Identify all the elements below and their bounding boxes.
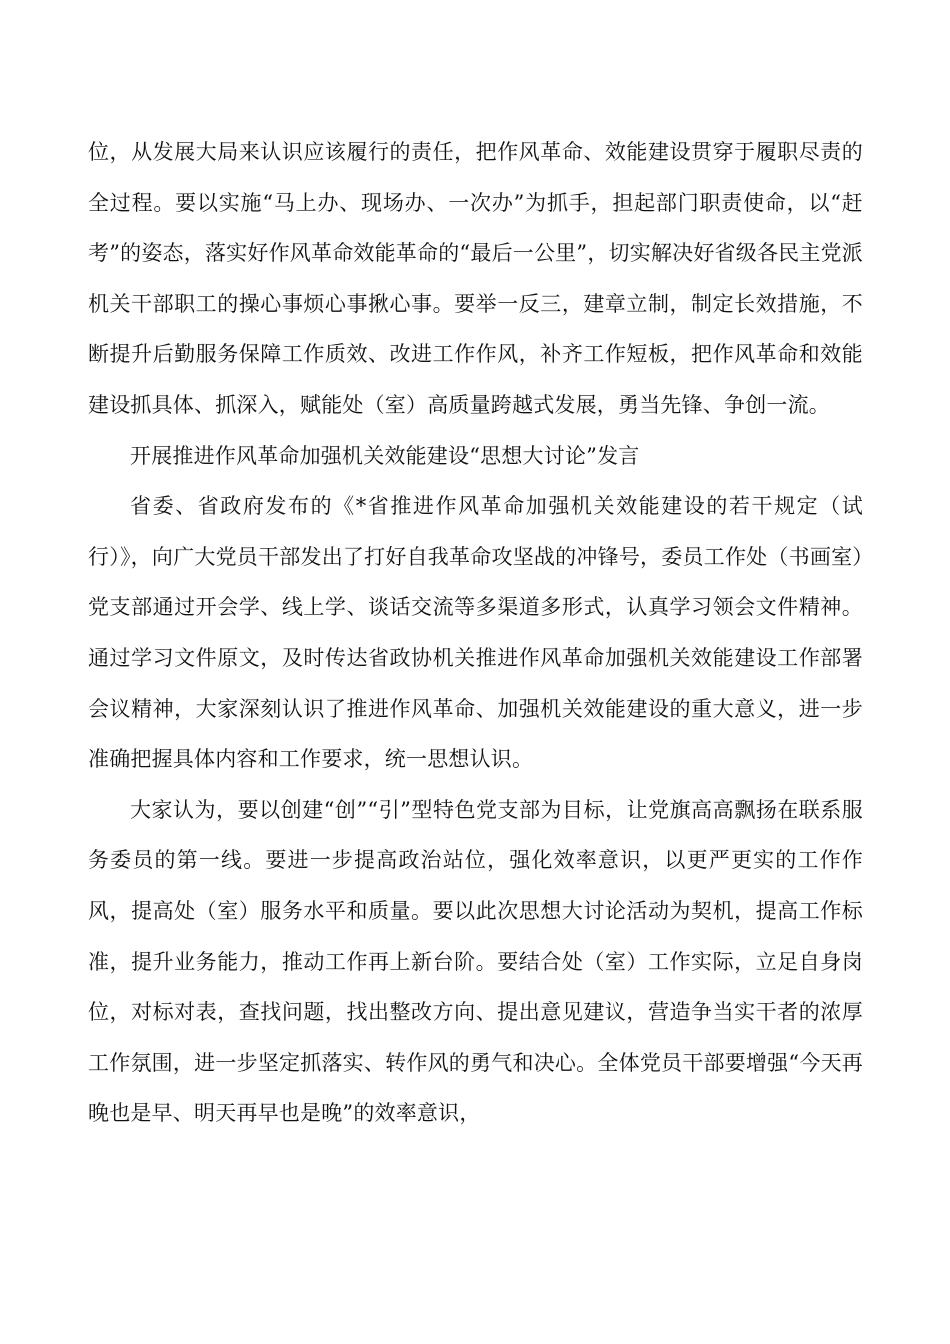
paragraph-continuation: 位，从发展大局来认识应该履行的责任，把作风革命、效能建设贯穿于履职尽责的全过程。要以实施“马上办、现场办、一次办”为抓手，担起部门职责使命，以“赶考”的姿态，落实好作风革命效能革命的“最后一公里”，切实解决好省级各民主党派机关干部职工的操心事烦心事揪心事。要举一反三，建章立制，制定长效措施，不断提升后勤服务保障工作质效、改进工作作风，补齐工作短板，把作风革命和效能建设抓具体、抓深入，赋能处（室）高质量跨越式发展，勇当先锋、争创一流。 — [88, 140, 863, 417]
section-heading: 开展推进作风革命加强机关效能建设“思想大讨论”发言 — [130, 443, 640, 468]
document-body — [88, 127, 863, 1139]
paragraph-regulation: 省委、省政府发布的《*省推进作风革命加强机关效能建设的若干规定（试行）》，向广大党员干部发出了打好自我革命攻坚战的冲锋号，委员工作处（书画室）党支部通过开会学、线上学、谈话交流等多渠道多形式，认真学习领会文件精神。通过学习文件原文，及时传达省政协机关推进作风革命加强机关效能建设工作部署会议精神，大家深刻认识了推进作风革命、加强机关效能建设的重大意义，进一步准确把握具体内容和工作要求，统一思想认识。 — [88, 494, 863, 772]
paragraph-discussion: 大家认为，要以创建“创”“引”型特色党支部为目标，让党旗高高飘扬在联系服务委员的第一线。要进一步提高政治站位，强化效率意识，以更严更实的工作作风，提高处（室）服务水平和质量。要以此次思想大讨论活动为契机，提高工作标准，提升业务能力，推动工作再上新台阶。要结合处（室）工作实际，立足自身岗位，对标对表，查找问题，找出整改方向、提出意见建议，营造争当实干者的浓厚工作氛围，进一步坚定抓落实、转作风的勇气和决心。全体党员干部要增强“今天再晚也是早、明天再早也是晚”的效率意识， — [88, 797, 863, 1126]
